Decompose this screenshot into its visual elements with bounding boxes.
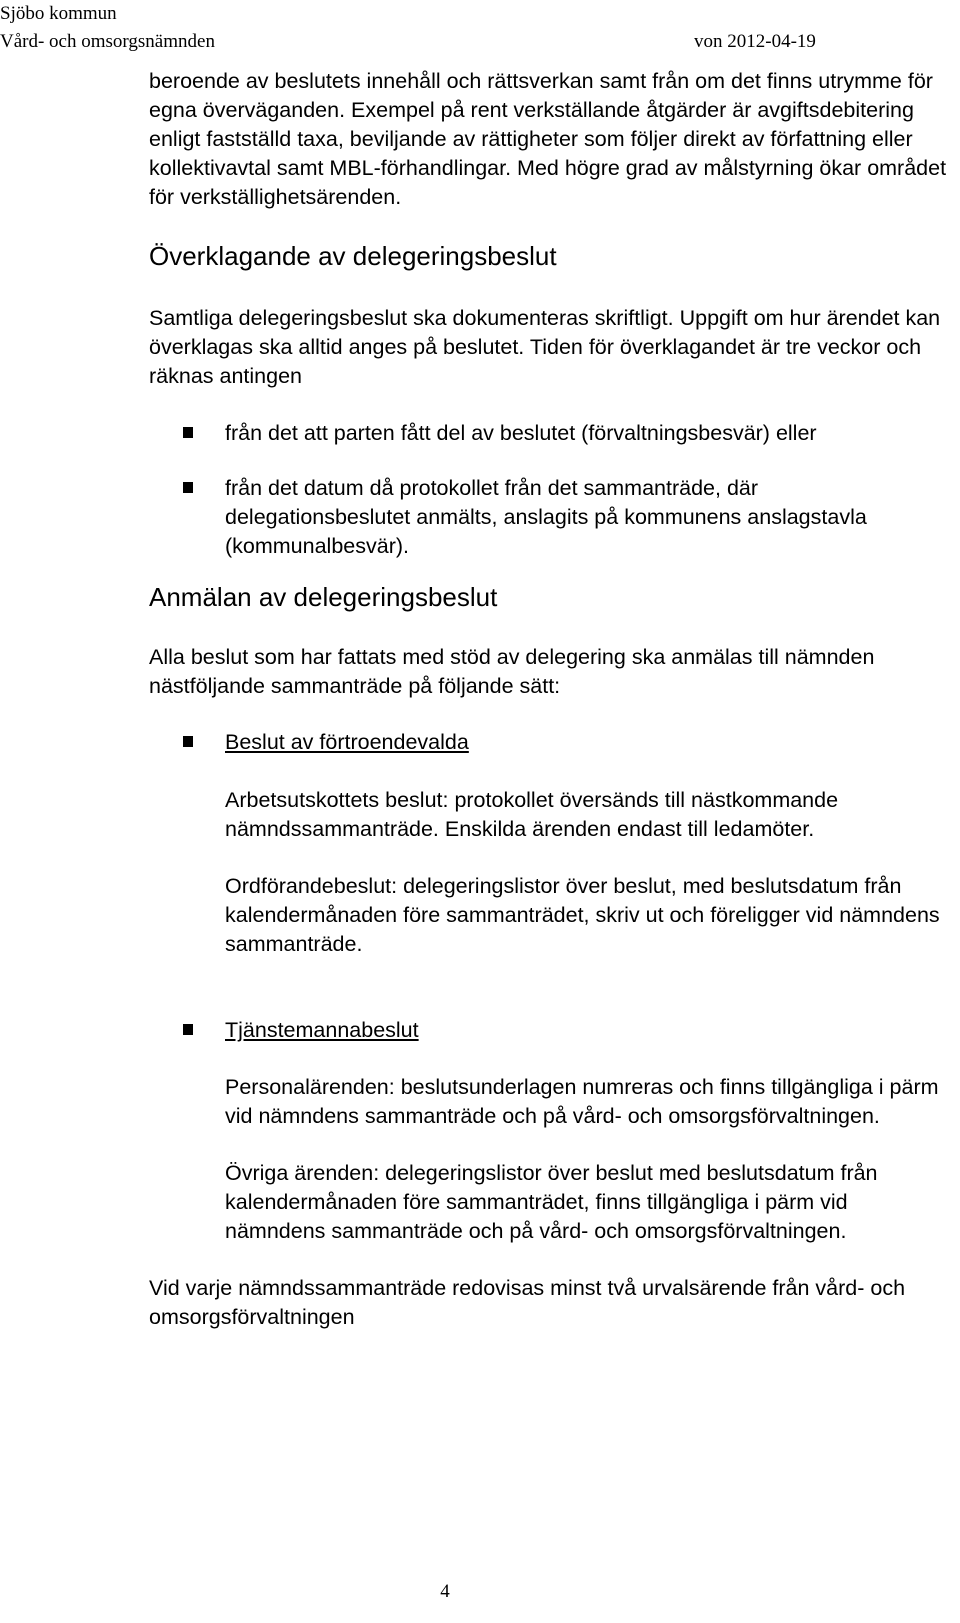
heading-overklagande: Överklagande av delegeringsbeslut [149,241,557,271]
list-item [149,728,949,757]
list-item [149,1016,949,1045]
anmalan-bullet-list [149,728,949,757]
personalarenden-paragraph: Personalärenden: beslutsunderlagen numreras och finns tillgängliga i pärm vid nämndens sammanträde och på vård- och omsorgsförvaltningen. [225,1075,939,1128]
header-date: von 2012-04-19 [694,31,816,52]
heading-anmalan: Anmälan av delegeringsbeslut [149,582,498,612]
section-title-fortroendevalda: Beslut av förtroendevalda [225,730,469,754]
header-department: Vård- och omsorgsnämnden [0,31,215,52]
anmalan-paragraph: Alla beslut som har fattats med stöd av delegering ska anmälas till nämnden nästföljande sammanträde på följande sätt: [149,645,875,698]
ovriga-arenden-paragraph: Övriga ärenden: delegeringslistor över beslut med beslutsdatum från kalendermånaden före sammanträdet, finns tillgängliga i pärm vid nämndens sammanträde och på vård- och omsorgsförvaltningen. [225,1161,878,1243]
list-item-text: från det datum då protokollet från det sammanträde, där delegationsbeslutet anmälts, anslagits på kommunens anslagstavla (kommunalbesvär). [225,476,867,558]
list-item [149,419,949,448]
page-number: 4 [440,1581,450,1602]
ordforande-paragraph: Ordförandebeslut: delegeringslistor över beslut, med beslutsdatum från kalendermånaden före sammanträdet, skriv ut och föreligger vid nämndens sammanträde. [225,874,940,956]
square-bullet-icon [183,427,193,438]
closing-paragraph: Vid varje nämndssammanträde redovisas minst två urvalsärende från vård- och omsorgsförvaltningen [149,1276,906,1329]
header-organization: Sjöbo kommun [0,3,117,24]
square-bullet-icon [183,482,193,493]
overklagande-paragraph: Samtliga delegeringsbeslut ska dokumenteras skriftligt. Uppgift om hur ärendet kan överklagas ska alltid anges på beslutet. Tiden för överklagandet är tre veckor och räknas antingen [149,306,941,388]
section-title-tjanstemannabeslut: Tjänstemannabeslut [225,1018,419,1042]
square-bullet-icon [183,1024,193,1035]
arbetsutskott-paragraph: Arbetsutskottets beslut: protokollet översänds till nästkommande nämndssammanträde. Enskilda ärenden endast till ledamöter. [225,788,839,841]
intro-paragraph: beroende av beslutets innehåll och rättsverkan samt från om det finns utrymme för egna överväganden. Exempel på rent verkställande åtgärder är avgiftsdebitering enligt fastställd taxa, beviljande av rättigheter som följer direkt av författning eller kollektivavtal samt MBL-förhandlingar. Med högre grad av målstyrning ökar området för verkställighetsärenden. [149,69,947,209]
list-item-text: från det att parten fått del av beslutet (förvaltningsbesvär) eller [225,421,817,445]
anmalan-bullet-list-2 [149,1016,949,1045]
document-body [149,67,949,1332]
square-bullet-icon [183,736,193,747]
overklagande-bullet-list [149,419,949,561]
list-item [149,474,949,561]
